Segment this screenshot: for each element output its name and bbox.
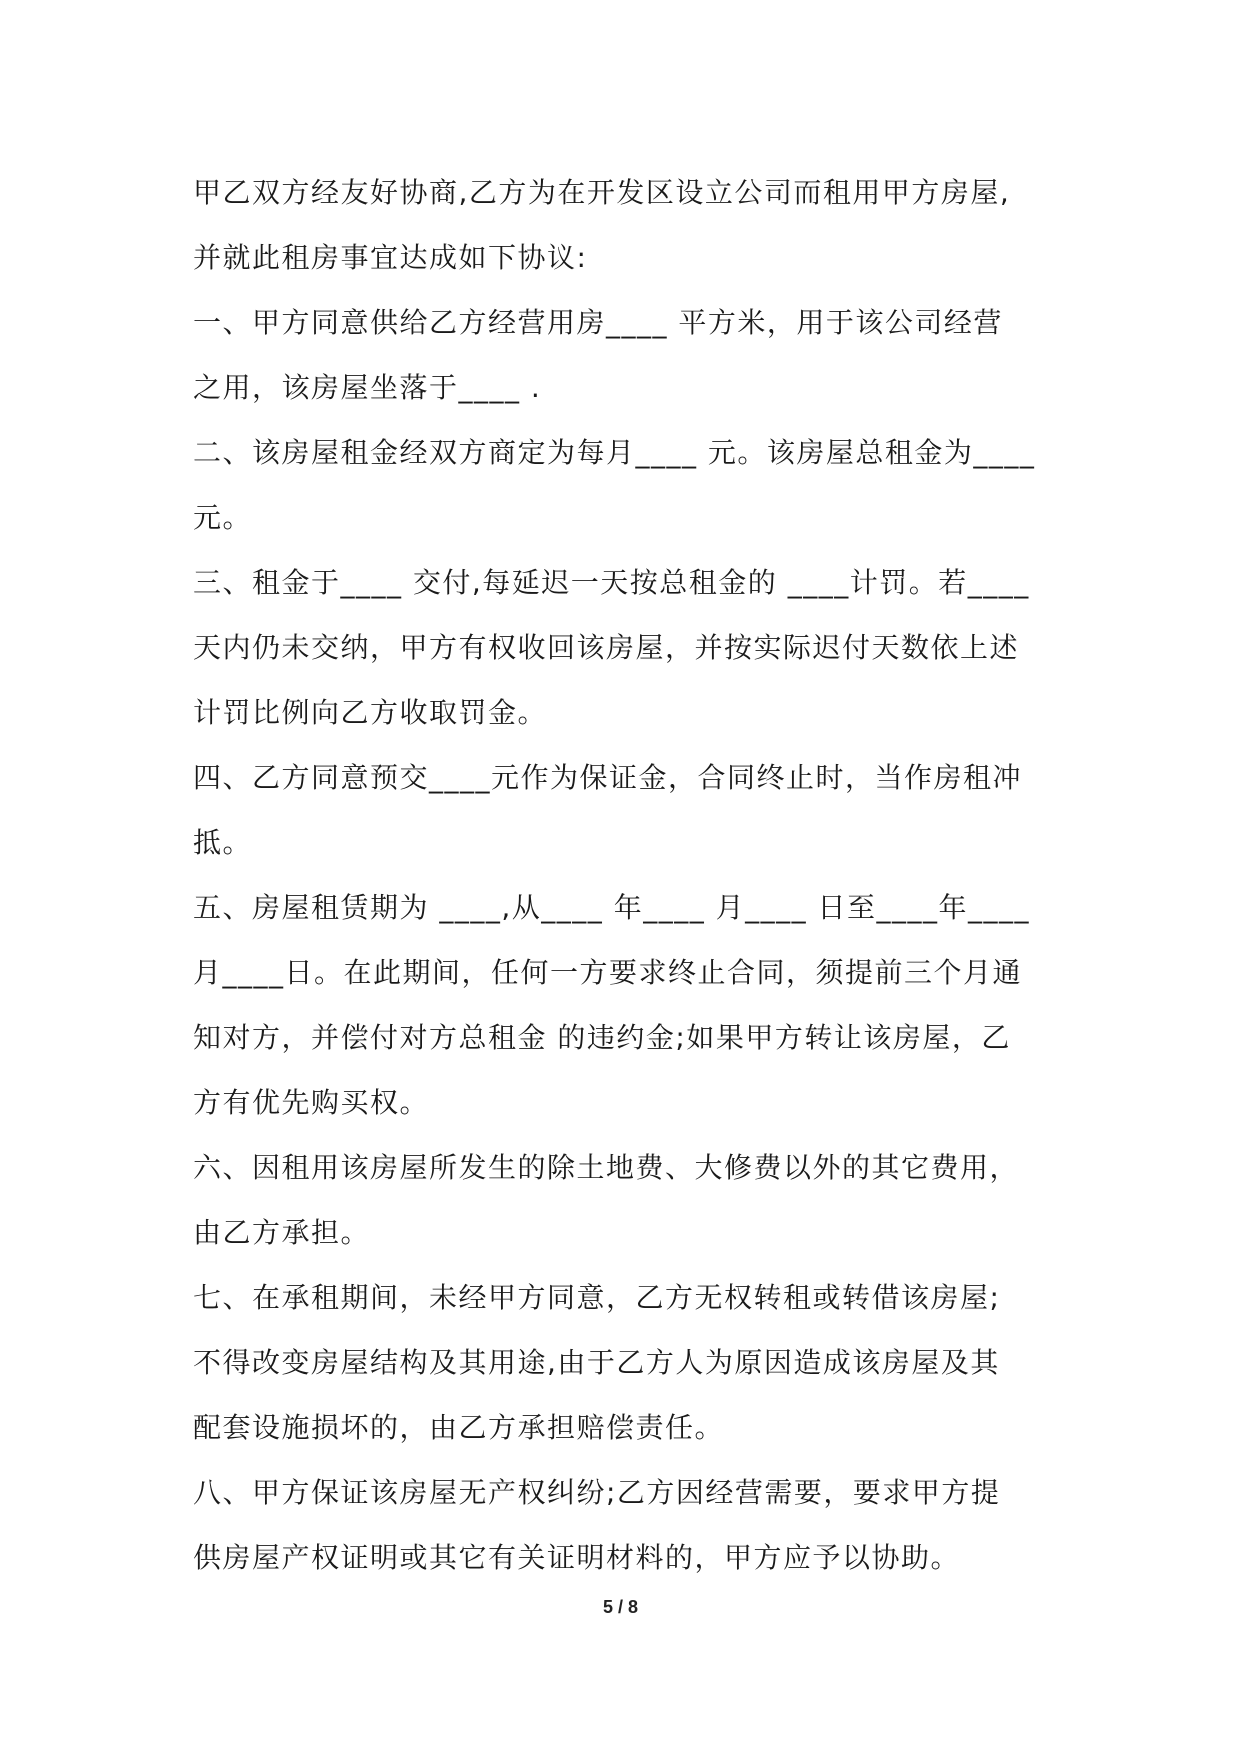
- page-number: 5 / 8: [602, 1597, 639, 1617]
- text-line: 方有优先购买权。: [193, 1086, 430, 1119]
- text-line: 四、乙方同意预交____元作为保证金，合同终止时，当作房租冲: [193, 761, 1023, 794]
- text-line: 一、甲方同意供给乙方经营用房____ 平方米，用于该公司经营: [193, 306, 1003, 339]
- text-line: 抵。: [193, 826, 253, 859]
- text-line: 由乙方承担。: [193, 1216, 371, 1249]
- text-line: 五、房屋租赁期为 ____,从____ 年____ 月____ 日至____年____: [193, 891, 1031, 924]
- text-line: 元。: [193, 501, 253, 534]
- text-line: 六、因租用该房屋所发生的除土地费、大修费以外的其它费用，: [193, 1151, 1020, 1184]
- document-body: [193, 160, 1083, 1590]
- text-line: 二、该房屋租金经双方商定为每月____ 元。该房屋总租金为____: [193, 436, 1036, 469]
- text-line: 三、租金于____ 交付,每延迟一天按总租金的 ____计罚。若____: [193, 566, 1030, 599]
- text-line: 不得改变房屋结构及其用途,由于乙方人为原因造成该房屋及其: [193, 1346, 1000, 1379]
- text-line: 甲乙双方经友好协商,乙方为在开发区设立公司而租用甲方房屋,: [193, 176, 1011, 209]
- text-line: 计罚比例向乙方收取罚金。: [193, 696, 548, 729]
- text-line: 供房屋产权证明或其它有关证明材料的，甲方应予以协助。: [193, 1541, 961, 1574]
- text-line: 知对方，并偿付对方总租金 的违约金;如果甲方转让该房屋，乙: [193, 1021, 1011, 1054]
- text-line: 天内仍未交纳，甲方有权收回该房屋，并按实际迟付天数依上述: [193, 631, 1020, 664]
- text-line: 月____日。在此期间，任何一方要求终止合同，须提前三个月通: [193, 956, 1023, 989]
- text-line: 八、甲方保证该房屋无产权纠纷;乙方因经营需要，要求甲方提: [193, 1476, 1001, 1509]
- text-line: 七、在承租期间，未经甲方同意，乙方无权转租或转借该房屋;: [193, 1281, 1001, 1314]
- text-line: 之用，该房屋坐落于____ .: [193, 371, 542, 404]
- text-line: 并就此租房事宜达成如下协议:: [193, 241, 588, 274]
- text-line: 配套设施损坏的，由乙方承担赔偿责任。: [193, 1411, 725, 1444]
